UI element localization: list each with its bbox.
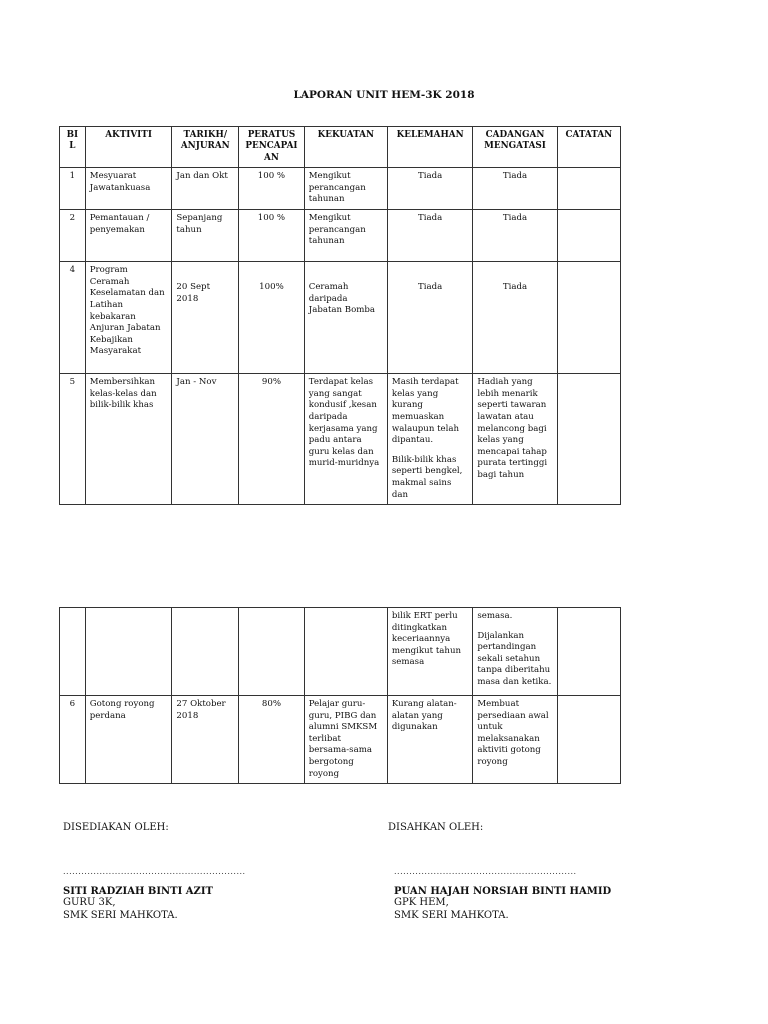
- cell-cadangan: Tiada: [473, 210, 557, 262]
- table-row: [60, 696, 621, 784]
- cell-catatan: [557, 374, 620, 505]
- approver-school: SMK SERI MAHKOTA.: [394, 909, 509, 921]
- cell-tarikh: Jan - Nov: [172, 374, 239, 505]
- cell-kekuatan: Mengikut perancangan tahunan: [304, 210, 387, 262]
- cell-cadangan: Hadiah yang lebih menarik seperti tawaran lawatan atau melancong bagi kelas yang mencapai tahap purata tertinggi bagi tahun: [473, 374, 557, 505]
- cell-kelemahan: Kurang alatan-alatan yang digunakan: [387, 696, 472, 784]
- cell-kekuatan: [304, 608, 387, 696]
- cell-aktiviti: [85, 608, 172, 696]
- cell-cadangan: Membuat persediaan awal untuk melaksanakan aktiviti gotong royong: [473, 696, 557, 784]
- cell-bil: 4: [60, 262, 86, 374]
- cell-peratus: 100%: [239, 262, 305, 374]
- signature-block-prepared: [63, 822, 246, 922]
- header-catatan: CATATAN: [557, 127, 620, 168]
- preparer-name: SITI RADZIAH BINTI AZIT: [63, 886, 213, 897]
- cell-kelemahan: Tiada: [387, 262, 472, 374]
- preparer-school: SMK SERI MAHKOTA.: [63, 909, 178, 921]
- table-row: [60, 210, 621, 262]
- header-kekuatan: KEKUATAN: [304, 127, 387, 168]
- cell-kelemahan: bilik ERT perlu ditingkatkan keceriaannya mengikut tahun semasa: [387, 608, 472, 696]
- cell-peratus: 100 %: [239, 210, 305, 262]
- header-cadangan: CADANGAN MENGATASI: [473, 127, 557, 168]
- cell-bil: 1: [60, 168, 86, 210]
- prepared-by-label: DISEDIAKAN OLEH:: [63, 822, 169, 833]
- cell-catatan: [557, 696, 620, 784]
- cell-catatan: [557, 608, 620, 696]
- cadangan-text: semasa.: [477, 611, 513, 621]
- cell-tarikh: Jan dan Okt: [172, 168, 239, 210]
- cell-peratus: 80%: [239, 696, 305, 784]
- preparer-position: GURU 3K,: [63, 897, 116, 908]
- kelemahan-text: Masih terdapat kelas yang kurang memuaskan walaupun telah dipantau.: [391, 377, 460, 446]
- report-table: [59, 126, 621, 505]
- table-row: [60, 262, 621, 374]
- header-tarikh: TARIKH/ ANJURAN: [172, 127, 239, 168]
- cell-bil: 6: [60, 696, 86, 784]
- cell-kelemahan: Tiada: [387, 210, 472, 262]
- table-row: [60, 374, 621, 505]
- table-row: [60, 608, 621, 696]
- cell-aktiviti: Pemantauan / penyemakan: [85, 210, 172, 262]
- report-table-continued: [59, 607, 621, 784]
- cell-bil: 2: [60, 210, 86, 262]
- cell-aktiviti: Program Ceramah Keselamatan dan Latihan kebakaran Anjuran Jabatan Kebajikan Masyarakat: [85, 262, 172, 374]
- cell-tarikh: Sepanjang tahun: [172, 210, 239, 262]
- cell-tarikh: [172, 608, 239, 696]
- cell-peratus: [239, 608, 305, 696]
- cell-aktiviti: Mesyuarat Jawatankuasa: [85, 168, 172, 210]
- header-bil: BIL: [60, 127, 86, 168]
- cell-catatan: [557, 210, 620, 262]
- signature-block-approved: [388, 822, 611, 922]
- page-title: LAPORAN UNIT HEM-3K 2018: [293, 89, 475, 101]
- cell-bil: [60, 608, 86, 696]
- cell-kekuatan: Mengikut perancangan tahunan: [304, 168, 387, 210]
- cell-cadangan: [473, 608, 557, 696]
- cell-kekuatan: Terdapat kelas yang sangat kondusif ,kesan daripada kerjasama yang padu antara guru kelas dan murid-muridnya: [304, 374, 387, 505]
- cadangan-text: Dijalankan pertandingan sekali setahun tanpa diberitahu masa dan ketika.: [477, 630, 552, 687]
- cell-kelemahan: Tiada: [387, 168, 472, 210]
- approver-position: GPK HEM,: [394, 897, 449, 908]
- cell-tarikh: 20 Sept 2018: [172, 262, 239, 374]
- cell-kekuatan: Ceramah daripada Jabatan Bomba: [304, 262, 387, 374]
- header-peratus: PERATUS PENCAPAIAN: [239, 127, 305, 168]
- cell-catatan: [557, 262, 620, 374]
- signature-line: ............................................................: [63, 867, 246, 876]
- table-header-row: [60, 127, 621, 168]
- signature-line: ............................................................: [394, 867, 577, 876]
- cell-tarikh: 27 Oktober 2018: [172, 696, 239, 784]
- cell-aktiviti: Gotong royong perdana: [85, 696, 172, 784]
- table-row: [60, 168, 621, 210]
- header-kelemahan: KELEMAHAN: [387, 127, 472, 168]
- approved-by-label: DISAHKAN OLEH:: [388, 822, 484, 833]
- cell-cadangan: Tiada: [473, 262, 557, 374]
- cell-bil: 5: [60, 374, 86, 505]
- cell-catatan: [557, 168, 620, 210]
- cell-cadangan: Tiada: [473, 168, 557, 210]
- kelemahan-text: Bilik-bilik khas seperti bengkel, makmal sains dan: [391, 454, 463, 500]
- cell-peratus: 100 %: [239, 168, 305, 210]
- approver-name: PUAN HAJAH NORSIAH BINTI HAMID: [394, 886, 612, 897]
- cell-aktiviti: Membersihkan kelas-kelas dan bilik-bilik khas: [85, 374, 172, 505]
- cell-peratus: 90%: [239, 374, 305, 505]
- cell-kekuatan: Pelajar guru-guru, PIBG dan alumni SMKSM terlibat bersama-sama bergotong royong: [304, 696, 387, 784]
- header-aktiviti: AKTIVITI: [85, 127, 172, 168]
- cell-kelemahan: [387, 374, 472, 505]
